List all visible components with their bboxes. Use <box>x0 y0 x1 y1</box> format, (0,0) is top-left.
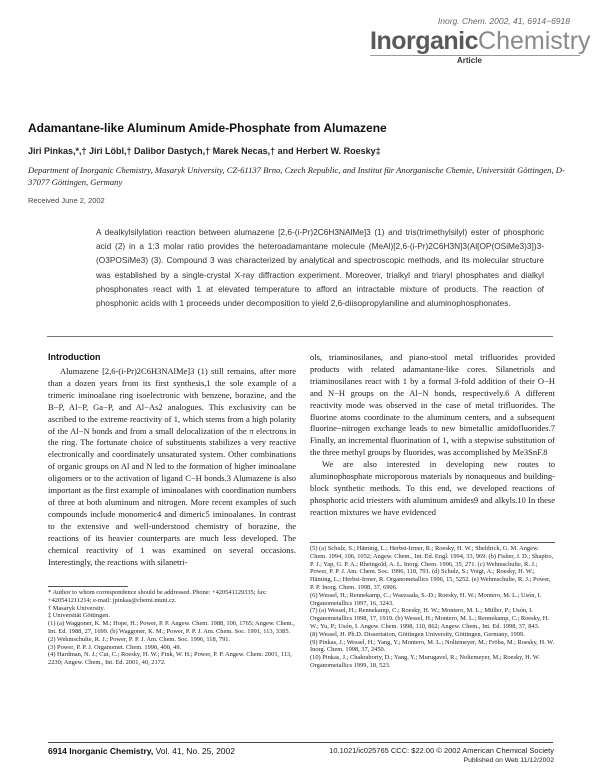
body-column-left <box>48 366 296 568</box>
footnotes-left <box>48 589 298 667</box>
reference: (8) Wessel, H. Ph.D. Dissertation, Göttingen University, Göttingen, Germany, 1999. <box>310 630 525 638</box>
page-number: 6914 <box>48 746 67 756</box>
section-heading-introduction: Introduction <box>48 352 101 362</box>
reference: (7) (a) Wessel, H.; Rennekamp, C.; Roesky, H. W.; Montero, M. L.; Müller, P.; Usón, I. Organometallics 1998, 17, 1919. (b) Wessel, H.; Montero, M. L.; Rennekamp, C.; Roesky, H. W.; Yu, P.; Usón, I. Angew. Chem. 1998, 110, 862; Angew. Chem., Int. Ed. 1998, 37, 843. <box>310 607 549 630</box>
reference: (2) Wehmschulte, R. J.; Power, P. P. J. Am. Chem. Soc. 1996, 118, 791. <box>48 635 231 643</box>
footnotes-right <box>310 545 555 670</box>
journal-logo <box>370 27 591 70</box>
paragraph: Alumazene [2,6-(i-Pr)2C6H3NAlMe]3 (1) still remains, after more than a dozen years from its first synthesis,1 the sole example of a trimeric iminoalane ring isoelectronic with benzene, borazine, and the B−P, Al−P, Ga−P, and Al−As2 analogues. This exclusivity can be ascribed to the extreme reactivity of 1, which stems from a high polarity of the Al−N bonds and from a small delocalization of the π electrons in the ring. The fortunate choice of substituents stabilizes a very reactive electronically and coordinately unsaturated system. Other combinations of organic groups on Al and N led to the formation of higher iminoalane oligomers or to the activation of ligand C−H bonds.3 Alumazene is also important as the first example of iminoalanes with coordination numbers of three at both aluminum and nitrogen. More recent examples of such compounds include monomeric4 and dimeric5 iminoalanes. In contrast to the extensive and well-understood chemistry of borazine, the reactions of its heavier counterparts are much less developed. The chemical reactivity of 1 was examined on several occasions. Interestingly, the reactions with silanetri- <box>48 366 296 567</box>
abstract: A dealkylsilylation reaction between alumazene [2,6-(i-Pr)2C6H3NAlMe]3 (1) and tris(trimethylsilyl) ester of phosphoric acid (2) in a 1:3 molar ratio provides the heteroadamantane molecule (MeAl)[2,6-(i-Pr)2C6H3N]3(Al[OP(OSiMe3)3])3-(O3POSiMe3) (3). Compound 3 was characterized by analytical and spectroscopic methods, and its molecular structure was established by a single-crystal X-ray diffraction experiment. Moreover, trialkyl and triaryl phosphates and dialkyl phosphonates react with 1 at elevated temperature to afford an intractable mixture of products. The reaction of phosphonic acids with 1 proceeds under decomposition to yield 2,6-diisopropylaniline and aluminophosphonates. <box>96 227 544 309</box>
affiliations: Department of Inorganic Chemistry, Masaryk University, CZ-61137 Brno, Czech Republic, and Institut für Anorganische Chemie, Universität Göttingen, D-37077 Göttingen, Germany <box>28 165 565 187</box>
article-title: Adamantane-like Aluminum Amide-Phosphate from Alumazene <box>28 121 387 135</box>
logo-wordmark <box>370 27 591 55</box>
paragraph: We are also interested in developing new routes to aluminophosphate microporous materials by nonaqueous and building-block synthetic methods. To this end, we developed reactions of phosphoric acid triesters with aluminum amides9 and alkyls.10 In these reaction mixtures we have evidenced <box>310 459 555 517</box>
received-date: Received June 2, 2002 <box>28 196 105 205</box>
reference: (3) Power, P. P. J. Organomet. Chem. 1990, 400, 49. <box>48 643 182 651</box>
reference: (10) Pinkas, J.; Chakraborty, D.; Yang, Y.; Murugavel, R.; Noltemeyer, M.; Roesky, H. W. Organometallics 1999, 18, 523. <box>310 654 540 669</box>
body-column-right <box>310 352 555 519</box>
reference: (4) Hardman, N. J.; Cui, C.; Roesky, H. W.; Fink, W. H.; Power, P. P. Angew. Chem. 2001, 113, 2230; Angew. Chem., Int. Ed. 2001, 40, 2172. <box>48 651 292 667</box>
logo-inorganic: Inorganic <box>370 27 479 55</box>
footer-journal <box>48 746 235 756</box>
article-type-label: Article <box>457 56 482 65</box>
reference: (5) (a) Schulz, S.; Häming, L.; Herbst-Irmer, R.; Roesky, H. W.; Sheldrick, G. M. Angew. Chem. 1994, 106, 1052; Angew. Chem., Int. Ed. Engl. 1994, 33, 969. (b) Fisher, J. D.; Shapiro, P. J.; Yap, G. P. A.; Rheingold, A. L. Inorg. Chem. 1996, 35, 271. (c) Wehmschulte, R. J.; Power, P. P. J. Am. Chem. Soc. 1996, 118, 791. (d) Schulz, S.; Voigt, A.; Roesky, H. W.; Häming, L.; Herbst-Irmer, R. Organometallics 1996, 15, 5252. (e) Wehmschulte, R. J.; Power, P. P. Inorg. Chem. 1998, 37, 6906. <box>310 545 554 591</box>
footnote: ‡ Universität Göttingen. <box>48 612 110 620</box>
logo-chemistry: Chemistry <box>478 27 591 55</box>
footer-published: Published on Web 11/12/2002 <box>463 757 554 764</box>
footer-journal-name: Inorganic Chemistry, <box>69 746 154 756</box>
author-list: Jiri Pinkas,*,† Jiri Löbl,† Dalibor Dastych,† Marek Necas,† and Herbert W. Roesky‡ <box>28 146 381 156</box>
reference: (9) Pinkas, J.; Wessel, H.; Yang, Y.; Montero, M. L.; Noltemeyer, M.; Fröba, M.; Roesky, H. W. Inorg. Chem. 1998, 37, 2450. <box>310 638 555 654</box>
reference: (6) Wessel, H.; Rennekamp, C.; Waezsada, S.-D.; Roesky, H. W.; Montero, M. L.; Usón, I. Organometallics 1997, 16, 3243. <box>310 591 542 607</box>
footer-doi: 10.1021/ic025765 CCC: $22.00 © 2002 American Chemical Society <box>329 746 554 755</box>
footer-volume: Vol. 41, No. 25, 2002 <box>155 746 235 756</box>
journal-citation: Inorg. Chem. 2002, 41, 6914−6918 <box>437 16 570 26</box>
footnote: † Masaryk University. <box>48 604 105 612</box>
section-divider <box>47 336 553 337</box>
footnote: * Author to whom correspondence should be addressed. Phone: +420541129335; fax: +420541211214; e-mail: jpinkas@chemi.muni.cz. <box>48 589 268 604</box>
footnote-divider <box>48 586 128 587</box>
paragraph: ols, triaminosilanes, and piano-stool metal trifluorides provided products with related adamantane-like cores. Silanetriols and triaminosilanes react with 1 by a formal 3-fold addition of their O−H and N−H groups on the Al−N bonds, respectively.6 A different reactivity mode was observed in the case of metal trifluorides. The fluorine atoms coordinate to the aluminum centers, and a subsequent fluorine−nitrogen exchange leads to new bimetallic amidofluorides.7 Finally, an incremental fluorination of 1, with a stepwise substitution of the three methyl groups by fluorides, was accomplished by Me3SnF.8 <box>310 352 555 458</box>
footer-divider <box>48 742 553 743</box>
footnote-divider <box>310 542 555 543</box>
reference: (1) (a) Waggoner, K. M.; Hope, H.; Power, P. P. Angew. Chem. 1988, 100, 1765; Angew. Chem., Int. Ed. 1988, 27, 1699. (b) Waggoner, K. M.; Power, P. P. J. Am. Chem. Soc. 1991, 113, 3385. <box>48 620 295 635</box>
